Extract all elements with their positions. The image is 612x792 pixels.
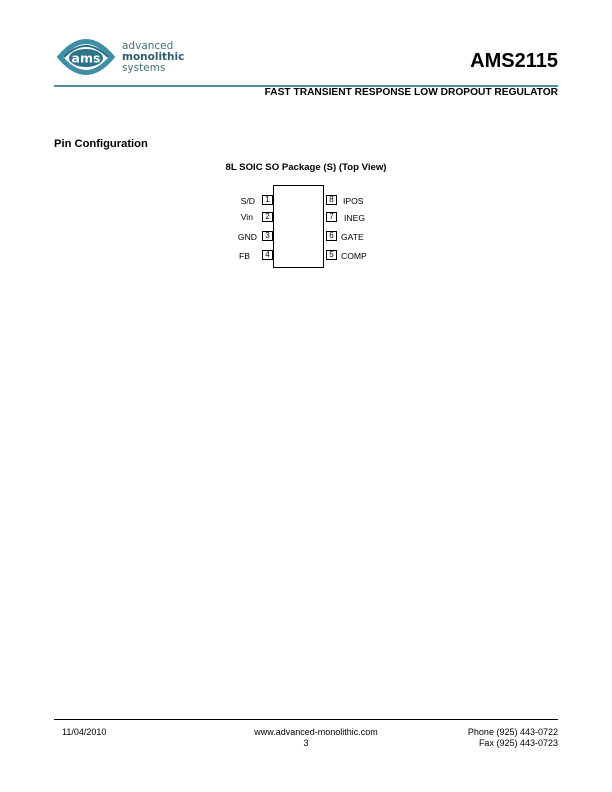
section-heading: Pin Configuration [54,138,148,150]
pin-number-5: 5 [326,250,337,260]
pin-number-3: 3 [262,231,273,241]
pin-number-8: 8 [326,195,337,205]
document-subtitle: FAST TRANSIENT RESPONSE LOW DROPOUT REGULATOR [264,87,558,98]
pin-label-1: S/D [240,196,255,206]
footer-divider [54,719,558,720]
footer-fax: Fax (925) 443-0723 [478,738,558,748]
footer-date: 11/04/2010 [62,727,107,737]
pin-label-8: IPOS [343,196,364,206]
footer-website: www.advanced-monolithic.com [254,727,378,737]
package-title: 8L SOIC SO Package (S) (Top View) [225,162,387,173]
pin-number-4: 4 [262,250,273,260]
pin-label-4: FB [239,251,250,261]
pin-label-6: GATE [341,232,364,242]
part-number: AMS2115 [470,50,558,72]
logo-line-monolithic: monolithic [122,51,185,63]
logo-mark-text: ams [71,50,101,66]
logo-line-systems: systems [122,62,166,74]
pin-number-7: 7 [326,212,337,222]
logo-mark-icon [54,32,118,82]
chip-body [273,185,324,268]
pin-number-1: 1 [262,195,273,205]
company-logo [54,32,194,82]
footer-page-number: 3 [303,738,309,748]
pin-number-2: 2 [262,212,273,222]
pin-label-2: Vin [240,212,253,222]
pin-label-7: INEG [344,213,366,223]
pin-label-3: GND [237,232,257,242]
logo-line-advanced: advanced [122,40,174,52]
pin-label-5: COMP [341,251,367,261]
pin-number-6: 6 [326,231,337,241]
footer-phone: Phone (925) 443-0722 [467,727,558,737]
